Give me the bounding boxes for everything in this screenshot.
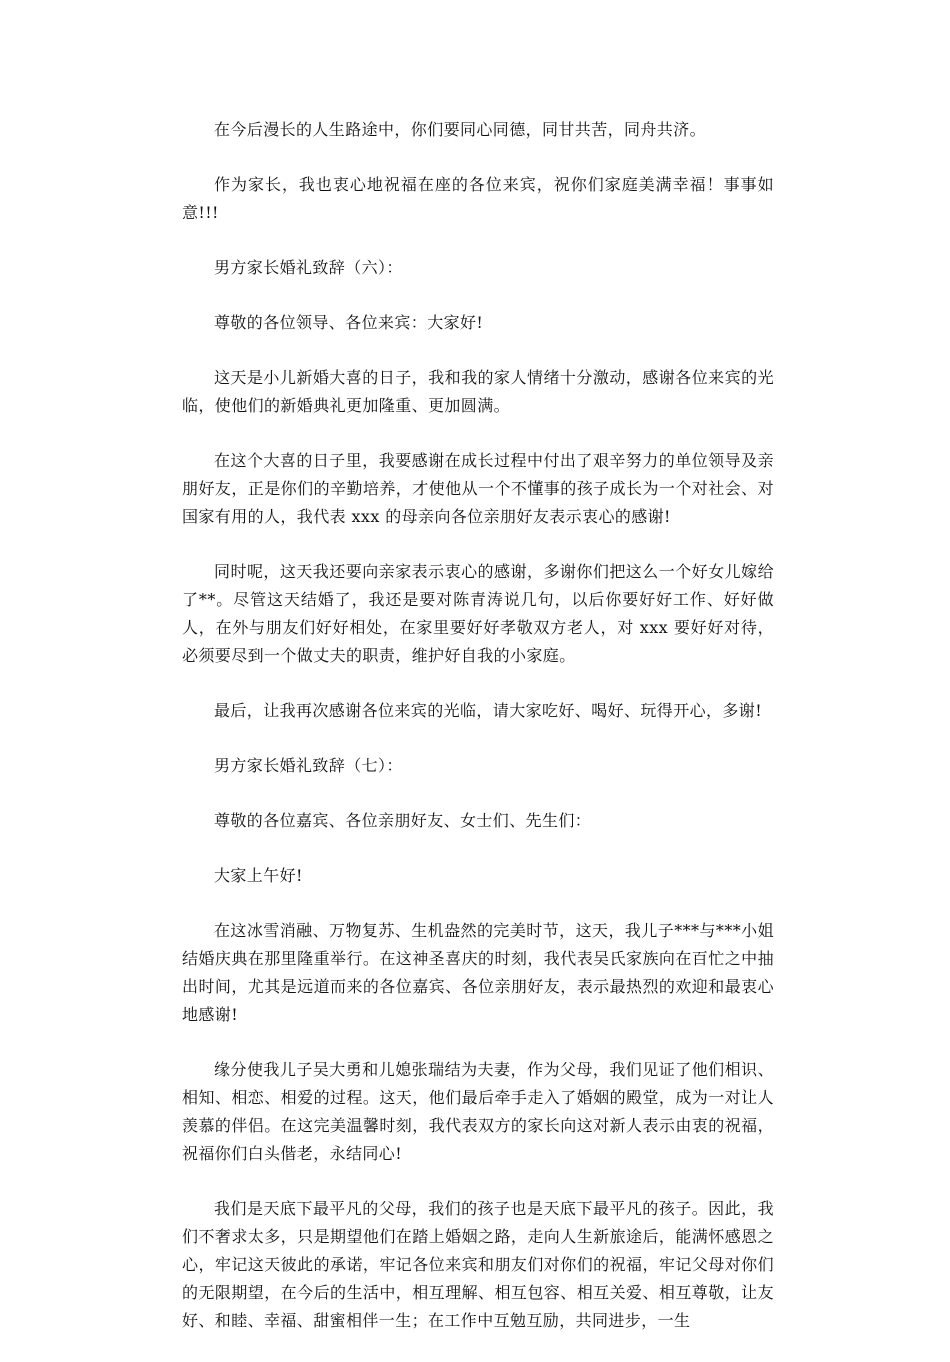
paragraph-wedding-day: 这天是小儿新婚大喜的日子，我和我的家人情绪十分激动，感谢各位来宾的光临，使他们的新婚典礼更加隆重、更加圆满。 xyxy=(182,368,774,415)
paragraph-thanks-leaders: 在这个大喜的日子里，我要感谢在成长过程中付出了艰辛努力的单位领导及亲朋好友，正是你们的辛勤培养，才使他从一个不懂事的孩子成长为一个对社会、对国家有用的人，我代表 xxx 的母亲向各位亲朋好友表示衷心的感谢! xyxy=(182,451,774,526)
paragraph-good-morning: 大家上午好! xyxy=(214,866,303,885)
paragraph-greeting-guests: 尊敬的各位嘉宾、各位亲朋好友、女士们、先生们： xyxy=(214,811,592,830)
paragraph-thanks-inlaws: 同时呢，这天我还要向亲家表示衷心的感谢，多谢你们把这么一个好女儿嫁给了**。尽管这天结婚了，我还是要对陈青涛说几句，以后你要好好工作、好好做人，在外与朋友们好好相处，在家里要好好孝敬双方老人，对 xxx 要好好对待，必须要尽到一个做丈夫的职责，维护好自我的小家庭。 xyxy=(182,562,774,665)
document-body xyxy=(182,116,774,1362)
paragraph-ordinary-parents: 我们是天底下最平凡的父母，我们的孩子也是天底下最平凡的孩子。因此，我们不奢求太多，只是期望他们在踏上婚姻之路，走向人生新旅途后，能满怀感恩之心，牢记这天彼此的承诺，牢记各位来宾和朋友们对你们的祝福，牢记父母对你们的无限期望，在今后的生活中，相互理解、相互包容、相互关爱、相互尊敬，让友好、和睦、幸福、甜蜜相伴一生；在工作中互勉互励，共同进步，一生 xyxy=(182,1199,774,1330)
paragraph-welcome: 在这冰雪消融、万物复苏、生机盎然的完美时节，这天，我儿子***与***小姐结婚庆典在那里隆重举行。在这神圣喜庆的时刻，我代表吴氏家族向在百忙之中抽出时间，尤其是远道而来的各位嘉宾、各位亲朋好友，表示最热烈的欢迎和最衷心地感谢! xyxy=(182,921,774,1024)
paragraph-wishes: 在今后漫长的人生路途中，你们要同心同德，同甘共苦，同舟共济。 xyxy=(214,120,707,139)
paragraph-fate: 缘分使我儿子吴大勇和儿媳张瑞结为夫妻，作为父母，我们见证了他们相识、相知、相恋、相爱的过程。这天，他们最后牵手走入了婚姻的殿堂，成为一对让人羡慕的伴侣。在这完美温馨时刻，我代表双方的家长向这对新人表示由衷的祝福，祝福你们白头偕老，永结同心! xyxy=(182,1060,774,1163)
section-heading-seven: 男方家长婚礼致辞（七）： xyxy=(214,756,403,775)
section-heading-six: 男方家长婚礼致辞（六）： xyxy=(214,258,403,277)
paragraph-parent-blessing: 作为家长，我也衷心地祝福在座的各位来宾，祝你们家庭美满幸福！事事如意!!! xyxy=(182,175,774,222)
paragraph-greeting-leaders: 尊敬的各位领导、各位来宾：大家好! xyxy=(214,313,484,332)
paragraph-closing-six: 最后，让我再次感谢各位来宾的光临，请大家吃好、喝好、玩得开心，多谢! xyxy=(214,701,763,720)
